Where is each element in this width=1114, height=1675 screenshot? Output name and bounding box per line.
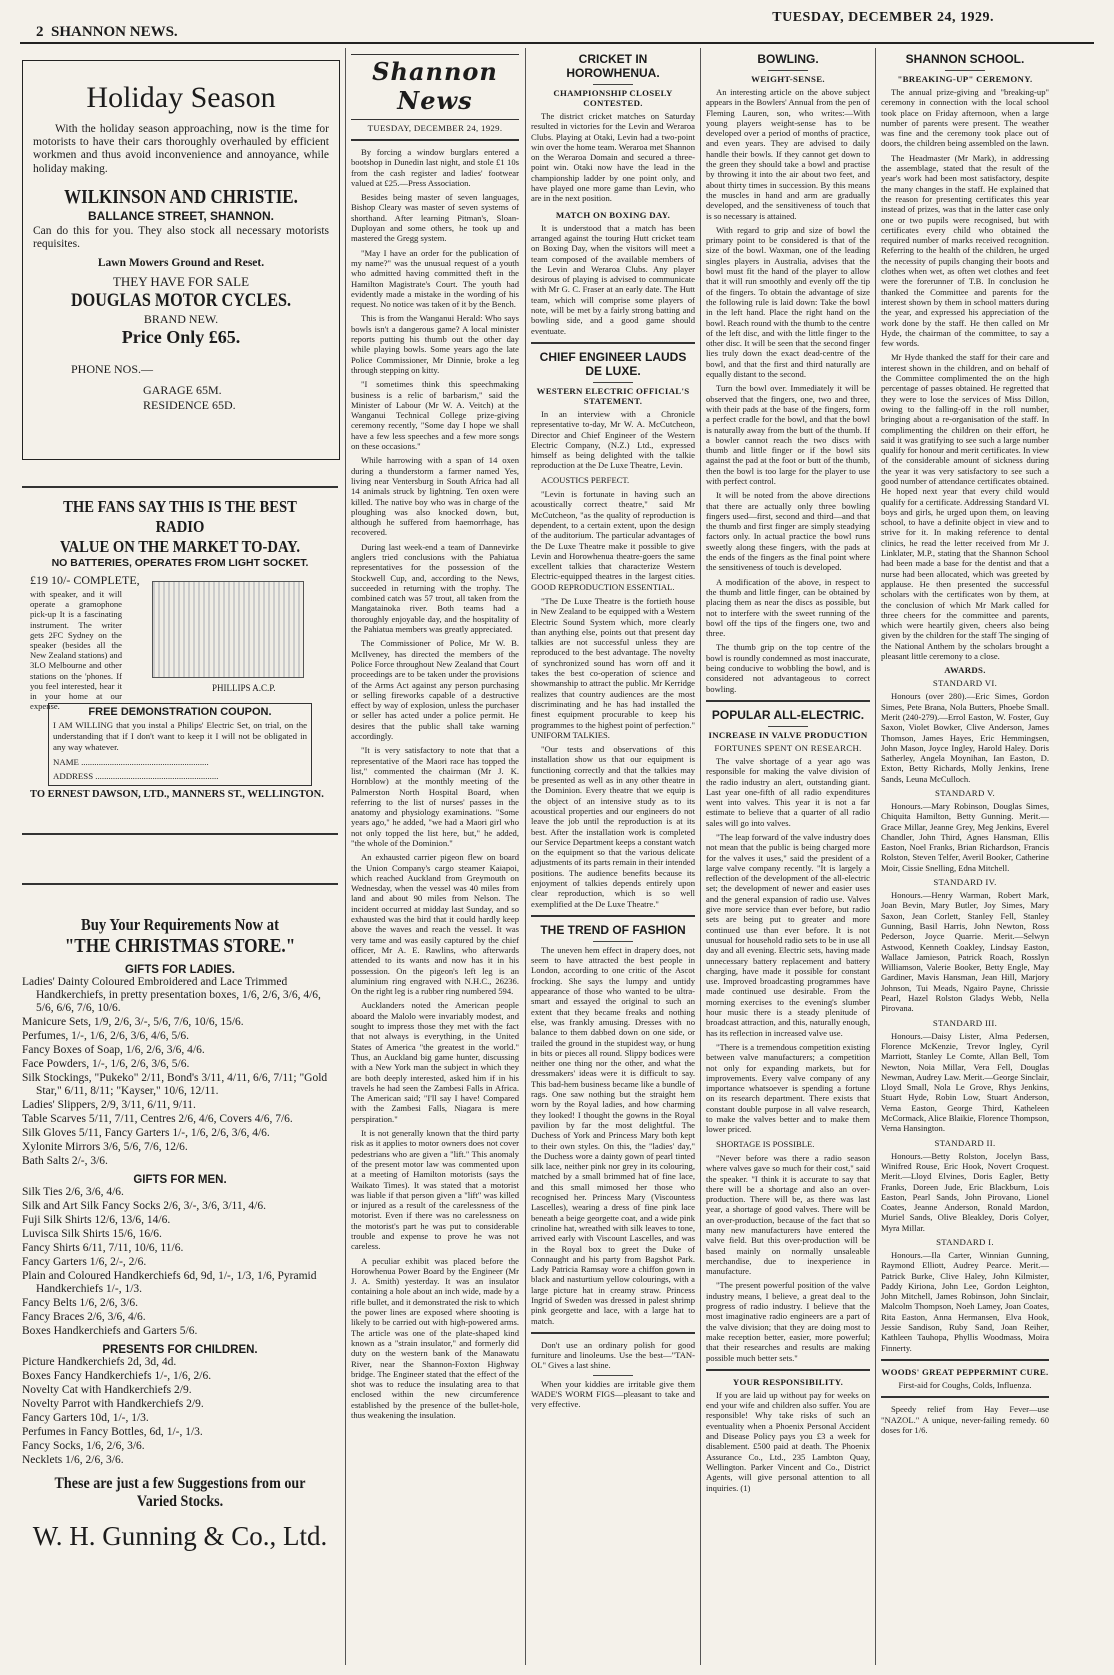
- coupon-title: FREE DEMONSTRATION COUPON.: [88, 706, 272, 718]
- ad2-price: £19 10/- COMPLETE,: [30, 573, 140, 587]
- issue-date: TUESDAY, DECEMBER 24, 1929.: [772, 10, 994, 25]
- list-item: Perfumes, 1/-, 1/6, 2/6, 3/6, 4/6, 5/6.: [22, 1030, 190, 1042]
- ad1-cycles: DOUGLAS MOTOR CYCLES.: [70, 289, 292, 311]
- paragraph: "There is a tremendous competition existing between valve manufacturers; a competition not only for expanding markets, but for improvements. Every valve company of any importance whatsoever is spending a fortune on its research department. There exists that constant double purpose in all valve research, to make the valves better and to make them lower priced.: [706, 1041, 870, 1135]
- paragraph: "I sometimes think this speechmaking business is a relic of barbarism," said the Minister of Labour (Mr W. A. Veitch) at the Wanganui Technical College prize-giving ceremony recently, "Some day I hope we shall have a few less speeches and a few more songs on these occasions.": [351, 379, 519, 452]
- woods-title: WOODS' GREAT PEPPERMINT CURE.: [881, 1366, 1049, 1377]
- column-5: [881, 48, 1049, 1667]
- paragraph: SHORTAGE IS POSSIBLE.: [716, 1138, 815, 1149]
- standard-title: STANDARD V.: [935, 788, 995, 798]
- paragraph: "The De Luxe Theatre is the fortieth house in New Zealand to be equipped with a Western Electric Sound System which, more clearly than anything else, points out that present day talkies are not successful unless they are reproduced to the best advantage. The novelty of synchronized sound has worn off and it takes the best co-operation of science and showmanship to attract the public. Mr Kerridge realizes that country audiences are the most discriminating and he has had installed the finest equipment procurable to keep his programmes to the highest point of perfection." UNIFORM TALKIES.: [531, 595, 695, 740]
- column-rule: [700, 48, 701, 1665]
- ad3-firm: W. H. Gunning & Co., Ltd.: [32, 1521, 328, 1551]
- col2-date: TUESDAY, DECEMBER 24, 1929.: [367, 123, 503, 133]
- paragraph: This is from the Wanganui Herald: Who says bowls isn't a dangerous game? A local minister reports putting his thumb out the other day while playing bowls. Some years ago the late Police Commissioner, Mr Dinnie, broke a leg through stepping on kitty.: [351, 313, 519, 375]
- paragraph: While harrowing with a span of 14 oxen during a thunderstorm a farmer named Yes, living near Ventersburg in South Africa had all 14 animals struck by lightning. Ten oxen were killed. The native boy who was in charge of the ploughing was also knocked down, but, although he suffered from haemorrhage, has recovered.: [351, 455, 519, 538]
- ad2-to: TO ERNEST DAWSON, LTD., MANNERS ST., WELLINGTON.: [30, 789, 324, 800]
- coupon-address-field[interactable]: ADDRESS ........................................................: [53, 771, 219, 781]
- boxing-day-title: MATCH ON BOXING DAY.: [555, 209, 671, 220]
- electric-subtitle: INCREASE IN VALVE PRODUCTION: [708, 729, 868, 740]
- column-rule: [525, 48, 526, 1665]
- list-item: Xylonite Mirrors 3/6, 5/6, 7/6, 12/6.: [22, 1141, 188, 1153]
- divider: [22, 486, 338, 488]
- rule: [531, 342, 695, 344]
- men-list: [22, 1186, 338, 1338]
- rule: [593, 941, 633, 942]
- standard-list: Honours (over 280).—Eric Simes, Gordon Simes, Pete Brana, Nola Butters, Phoebe Small. Merit (240-279).—Errol Easton, W. Foster, Guy Saxon, Violet Bowker, Clive Anderson, James Thomson, James Hayes, Eric Hemmingsen, John Mason, Joyce Ingley, Harold Haley. Doris Satherley, Angela Moynihan, Ian Easton, D. Exton, Betty Richards, Molly Jenkins, Irene Sands, Leuna McCulloch.: [881, 691, 1049, 784]
- paragraph: The Commissioner of Police, Mr W. B. McIlveney, has directed the members of the Police Force throughout New Zealand that Court proceedings are to be taken under the provisions of the Arms Act against any person purchasing or selling fireworks capable of a destructive effect by way of explosion, unless the purchaser or seller has acted under a police permit. He desires that the public shall take warning accordingly.: [351, 638, 519, 742]
- engineer-subtitle: WESTERN ELECTRIC OFFICIAL'S STATEMENT.: [536, 385, 690, 406]
- divider: [22, 883, 338, 885]
- paragraph: A modification of the above, in respect to the thumb and little finger, can be obtained by placing them as near the discs as possible, but not to interfere with the sweet running of the bowl off the tips of the fingers one, two and three.: [706, 576, 870, 639]
- rule: [706, 700, 870, 702]
- ad1-firm: WILKINSON AND CHRISTIE.: [64, 185, 298, 208]
- school-subtitle: "BREAKING-UP" CEREMONY.: [897, 74, 1033, 84]
- list-item: Picture Handkerchiefs 2d, 3d, 4d.: [22, 1356, 177, 1368]
- standard-list: Honours.—Mary Robinson, Douglas Simes, Chiquita Hamilton, Betty Gunning. Merit.—Grace Millar, Jeanne Grey, Meg Jenkins, Everel Chandler, John Third, Agnes Hansman, Ellis Easton, Noel Franks, Brian Richardson, Francis Rolston, Steven Telfer, Averil Booker, Catherine Moir, Cissie Snelling, Edna Mitchell.: [881, 801, 1049, 873]
- list-item: Novelty Cat with Handkerchiefs 2/9.: [22, 1384, 192, 1396]
- fashion-paragraphs: [531, 945, 695, 1326]
- paragraph: ACOUSTICS PERFECT.: [541, 474, 630, 485]
- christmas-store-ad: [22, 905, 338, 1640]
- cricket-title: CRICKET IN HOROWHENUA.: [566, 52, 660, 80]
- paragraph: In an interview with a Chronicle representative to-day, Mr W. A. McCutcheon, Director and Chief Engineer of the Western Electric Company, (N.Z.) Ltd., expressed himself as being delighted with the talkie reproduction at the De Luxe Theatre, Levin.: [531, 408, 695, 471]
- paragraph: "The leap forward of the valve industry does not mean that the public is being charged more for the valves it uses," said the president of a large valve company recently. "It is largely a reflection of the development of the all-electric set; the development of newer and easier uses and the general expansion of radio use. Valves give more service than ever before, but radio sets are being put to greater and more continued use than ever before. It is not unusual for household radio sets to be in use all day and all evening. Electric sets, having made unnecessary battery replacement and battery charging, have made it possible for constant use. Improved broadcasting programmes have made continued use desirable. From the morning exercises to the evening's slumber hour music there is a steady plenitude of broadcast attraction, and this, naturally enough, has its reflection in increased valve use.: [706, 832, 870, 1038]
- rule: [706, 1369, 870, 1371]
- column-rule: [875, 48, 876, 1665]
- list-item: Silk Stockings, "Pukeko" 2/11, Bond's 3/11, 4/11, 6/6, 7/11; "Gold Star," 6/11, 8/11; "Kayser," 10/6, 12/11.: [22, 1072, 328, 1097]
- rule: [881, 1359, 1049, 1361]
- standard-title: STANDARD III.: [932, 1017, 998, 1028]
- ad2-body: with speaker, and it will operate a gramophone pick-up It is a fascinating instrument. The writer gets 2FC Sydney on the speaker (besides all the New Zealand stations) and 3LO Melbourne and other stations on the 'phones. If you feel interested, hear it in your home at our expense.: [30, 589, 122, 712]
- cricket-subtitle: CHAMPIONSHIP CLOSELY CONTESTED.: [553, 88, 673, 108]
- electric-paragraphs: [706, 756, 870, 1363]
- bowling-title: BOWLING.: [757, 52, 819, 66]
- ad1-line: Can do this for you. They also stock all necessary motorists requisites.: [33, 224, 329, 250]
- list-item: Fuji Silk Shirts 12/6, 13/6, 14/6.: [22, 1214, 171, 1226]
- engineer-title: CHIEF ENGINEER LAUDS DE LUXE.: [539, 349, 687, 378]
- list-item: Fancy Boxes of Soap, 1/6, 2/6, 3/6, 4/6.: [22, 1044, 205, 1056]
- list-item: Face Powders, 1/-, 1/6, 2/6, 3/6, 5/6.: [22, 1058, 190, 1070]
- ad1-brand: BRAND NEW.: [143, 311, 219, 326]
- fashion-title: THE TREND OF FASHION: [540, 922, 686, 937]
- paragraph: It is not generally known that the third party risk as it applies to motor owners does not cover pedestrians who are given a "lift." This anomaly of the present motor law was commented upon at a meeting of Hamilton motorists (says the Waikato Times). It was stated that a motorist was liable if that person given a "lift" was killed or injured as a result of the carelessness of the motorist. Even if there was no carelessness on the motorist's part he was put to considerable trouble and expense to prove he was not careless.: [351, 1128, 519, 1252]
- bowling-paragraphs: [706, 87, 870, 694]
- ad1-price: Price Only £65.: [121, 326, 241, 347]
- paragraph: If you are laid up without pay for weeks on end your wife and children also suffer. You are responsible! Why take risks of such an eventuality when a Phoenix Personal Accident and Disease Policy pays you £3 a week for disablement. £500 paid at death. The Phoenix Assurance Co., Ltd., 235 Lambton Quay, Wellington. Parker Vincent and Co., District Agents, will give personal attention to all inquiries. (1): [706, 1389, 870, 1493]
- list-item: Necklets 1/6, 2/6, 3/6.: [22, 1454, 124, 1466]
- paragraph: The thumb grip on the top centre of the bowl is roundly condemned as most inaccurate, being conducive to wobbling the bowl, and is considered not advantageous to correct bowling.: [706, 642, 870, 694]
- paragraph: An interesting article on the above subject appears in the Bowlers' Annual from the pen of Fleming Lauren, son, who writes:—With young players weight-sense has to be developed over a period of months of practice, and even years. They are advised to daily handle their bowls. If they cannot get down to the green they should take a bowl and practise by throwing it into the air about two feet, and about thirty times in succession. By this means the muscles in hand and arm are gradually developed, and the sensitiveness of touch that is so necessary is attained.: [706, 87, 870, 221]
- school-title: SHANNON SCHOOL.: [905, 52, 1025, 66]
- men-title: GIFTS FOR MEN.: [133, 1174, 227, 1186]
- ad1-title: Holiday Season: [86, 81, 276, 114]
- boxing-day-paragraphs: [531, 223, 695, 336]
- list-item: Silk Gloves 5/11, Fancy Garters 1/-, 1/6, 2/6, 3/6, 4/6.: [22, 1127, 270, 1139]
- paragraph: "Never before was there a radio season where valves gave so much for their cost," said the speaker. "I think it is accurate to say that there will be a shortage and also an over-production. There will be, as there was last year, a shortage of good valves. There will be an over-production, because of the fact that so many new manufacturers have entered the valve field. But this over-production will be based mainly on normally unsaleable merchandise, due to inexperience in manufacture.: [706, 1152, 870, 1277]
- ad3-head1: Buy Your Requirements Now at: [81, 915, 279, 934]
- awards-title: AWARDS.: [944, 665, 986, 676]
- list-item: Table Scarves 5/11, 7/11, Centres 2/6, 4/6, Covers 4/6, 7/6.: [22, 1113, 293, 1125]
- radio-set-illustration: [152, 581, 304, 678]
- divider: [22, 833, 338, 835]
- rule: [945, 70, 985, 71]
- paragraph: Besides being master of seven languages, Bishop Cleary was master of seven systems of shorthand. After learning Pitman's, Sloan-Duployan and some others, he took up and mastered the Gregg system.: [351, 192, 519, 244]
- paper-name: SHANNON NEWS.: [51, 24, 178, 40]
- paragraph: "Our tests and observations of this installation show us that our equipment is functioning correctly and that the talkies may be presented as well as in any other theatre in the Dominion. Every theatre that we equip is the object of an intensive study as to its acoustical properties and our engineers do not leave the job until the reproduction is at its best. After the installation work is completed our Service Department keeps a constant watch on the equipment so that the various delicate adjustments of its parts remain in their intended positions. The audience benefits because its enjoyment of talkies depends entirely upon clear reproduction, which is so well exemplified at the De Luxe Theatre.": [531, 744, 695, 909]
- nazol-notice: Speedy relief from Hay Fever—use "NAZOL." A unique, never-failing remedy. 60 doses for 1/6.: [881, 1404, 1049, 1435]
- coupon-text: I AM WILLING that you instal a Philips' Electric Set, on trial, on the understanding that if I don't want to keep it I will not be obligated in any way whatever.: [53, 720, 307, 752]
- column-3: [531, 48, 695, 1667]
- rule: [351, 139, 519, 141]
- coupon-box: [48, 703, 312, 786]
- standard-title: STANDARD IV.: [933, 877, 997, 888]
- ad1-sale: THEY HAVE FOR SALE: [112, 273, 250, 289]
- rule: [531, 915, 695, 917]
- electric-subtitle-2: FORTUNES SPENT ON RESEARCH.: [714, 742, 862, 753]
- standard-list: Honours.—Ila Carter, Winnian Gunning, Raymond Elliott, Audrey Pearce. Merit.—Patrick Burke, Clive Haley, John Kilmister, Paddy Kiriona, John Lee, Gordon Leighton, John Mitchell, James Robinson, John Sinclair, Malcolm Thompson, Noeh Lamey, Joan Coates, Rita Easton, Anna Hermansen, Elva Hook, Jessie Sandison, Ruby Sand, Joan Reiher, Kathleen Tauhopa, Phyllis Woodmass, Moira Finnerty.: [881, 1249, 1049, 1353]
- ad1-phone-label: PHONE NOS.—: [71, 361, 154, 376]
- children-title: PRESENTS FOR CHILDREN.: [102, 1344, 258, 1356]
- column-2: [351, 48, 519, 1667]
- paragraph: Turn the bowl over. Immediately it will be observed that the fingers, one, two and three, with their pads at the base of the fingers, form a perfect cradle for the bowl, and that the bowl is naturally away from the butt of the thumb. If a bowler cannot reach the two discs with thumb and little finger or if the bowl sits against the pad at the foot or butt of the thumb, then the bowl is too large for the player to use with perfect control.: [706, 383, 870, 486]
- standard-title: STANDARD I.: [936, 1236, 994, 1247]
- paragraph: The uneven hem effect in drapery does, not seem to have attracted the best people in London, according to one critic of the Ascot frocking. She says the lumpy and untidy appearance of those who wanted to be ultra-smart and essayed the original to such an extent that they became freaks and nothing else, was frankly amusing. Dresses with no balance to them dabbed down on one side, or trailed the ground in the stupidest way, or hung in bits or pieces all round. Slippy bodices were neither one thing nor the other, and what the dressmakers' ideas were it is difficult to say. This bad-hem business became like a bundle of rags. One saw nothing but the straight hem worn by the Royal ladies, and how charming they looked! I thought the gowns in the Royal pavilion by far the most delightful. The Duchess of York and Princess Mary both kept to their own styles. On this, the "ladies' day," the Duchess wore a dainty gown of pearl tinted silk lace, neither pink nor grey in its colouring, matched by a small brimmed hat of fine lace, and this small mimosed her those who recognised her. Princess Mary (Viscountess Lascelles), wearing a dress of fine pink lace beneath a beige georgette coat, and a wide pink crinoline hat, wreathed with silk leaves to tone, arrived early with Viscount Lascelles, and was in the Royal box to greet the Duke of Connaught and his party from Bagshot Park. Lady Patricia Ramsay wore a chiffon gown in black and nasturtium yellow colourings, with a large picture hat in creamy straw. Princess Ingrid of Sweden was dressed in palest shrimp pink georgette and lace, with a large hat to match.: [531, 944, 695, 1326]
- rule: [768, 70, 808, 71]
- list-item: Ladies' Dainty Coloured Embroidered and Lace Trimmed Handkerchiefs, in pretty presentation boxes, 1/6, 2/6, 3/6, 4/6, 5/6, 6/6, 7/6, 10/6.: [22, 976, 321, 1014]
- column-rule: [345, 48, 346, 1665]
- ad1-garage: GARAGE 65M.: [143, 382, 222, 397]
- page-number-and-paper: [36, 24, 178, 41]
- electric-title: POPULAR ALL-ELECTRIC.: [711, 707, 865, 722]
- bowling-subtitle: WEIGHT-SENSE.: [751, 74, 825, 84]
- paragraph: "It is very satisfactory to note that that a representative of the Maori race has topped the list," commented the chairman (Mr J. K. Hornblow) at the monthly meeting of the Palmerston North Hospital Board, when referring to the list of nurses' passes in the anatomy and physiology examinations. "Some years ago," he added, "we had a Maori girl who not only topped the list here, but," he added, "the whole of the Dominion.": [351, 745, 519, 848]
- paragraph: It will be noted from the above directions that there are actually only three bowling fingers used—first, second and third—and that the thumb and first finger are simply steadying factors only. In actual practice the bowl runs sweetly along these fingers, with the pads at the ends of the fingers as the final point where the sensitiveness of touch is developed.: [706, 490, 870, 573]
- paragraph: "The present powerful position of the valve industry means, I believe, a great deal to the progress of radio industry. I believe that the most imaginative radio engineers are a part of the valve division; that they are doing most to make reception better, easier, more powerful; that their researches and results are making possible much better sets.": [706, 1280, 870, 1363]
- ad2-head2: VALUE ON THE MARKET TO-DAY.: [59, 537, 301, 556]
- responsibility-title: YOUR RESPONSIBILITY.: [732, 1376, 844, 1387]
- school-paragraphs: [881, 87, 1049, 661]
- paragraph: It is understood that a match has been arranged against the touring Hutt cricket team on Boxing Day, when the visitors will meet a team composed of the available members of the Levin and Weraroa Clubs. Any player desirous of playing is advised to communicate with Mr G. C. Fraser at an early date. The Hutt team, which will comprise some players of note, will be met by a fairly strong batting and bowling side, and a good game should eventuate.: [531, 222, 695, 336]
- list-item: Boxes Fancy Handkerchiefs 1/-, 1/6, 2/6.: [22, 1370, 212, 1382]
- holiday-season-ad: [22, 60, 340, 460]
- ad1-mowers: Lawn Mowers Ground and Reset.: [97, 256, 265, 269]
- ad2-head1: THE FANS SAY THIS IS THE BEST RADIO: [63, 497, 297, 536]
- woods-text: First-aid for Coughs, Colds, Influenza.: [898, 1379, 1032, 1390]
- paragraph: Aucklanders noted the American people aboard the Malolo were invariably modest, and sought to impress those they met with the fact that not always is everything, in the United States of America "the greatest in the world." Thus, an Auckland big game hunter, discussing with a New York man the subject in which they are both deeply interested, asked him if in his travels he had seen the Zambesi Falls in Africa. The American said; "I'll say I have! Compared with the Zambesi Falls, Niagara is mere perspiration.": [351, 1000, 519, 1124]
- list-item: Fancy Garters 1/6, 2/-, 2/6.: [22, 1256, 147, 1268]
- list-item: Fancy Garters 10d, 1/-, 1/3.: [22, 1412, 149, 1424]
- ad3-head2: "THE CHRISTMAS STORE.": [64, 935, 296, 957]
- standards-list: [881, 678, 1049, 1353]
- ad2-head3: NO BATTERIES, OPERATES FROM LIGHT SOCKET.: [51, 557, 309, 569]
- paragraph: During last week-end a team of Dannevirke anglers tried conclusions with the Pahiatua representatives for the possession of the Stockwell Cup, and, according to the News, succeeded in returning with the trophy. The combined catch was 57 trout, all taken from the Mangatainoka river. Both teams had a thoroughly enjoyable day, and the hospitality of the Pahiatua members was greatly appreciated.: [351, 541, 519, 635]
- ad3-foot1: These are just a few Suggestions from our: [54, 1475, 306, 1492]
- ladies-title: GIFTS FOR LADIES.: [125, 964, 235, 976]
- paragraph: "May I have an order for the publication of my name?" was the unusual request of a youth who admitted having committed theft in the Hamilton Magistrate's Court. The youth had evidently made a mistake in the wording of his request. No notice was taken of it by the Bench.: [351, 247, 519, 310]
- list-item: Bath Salts 2/-, 3/6.: [22, 1155, 108, 1167]
- column-4: [706, 48, 870, 1667]
- paragraph: The valve shortage of a year ago was responsible for making the valve division of the radio industry an alert, outstanding giant. Last year one-fifth of all radio expenditures went into valves. This year it is not a far estimate to believe that a quarter of all radio sales will go into valves.: [706, 755, 870, 828]
- list-item: Manicure Sets, 1/9, 2/6, 3/-, 5/6, 7/6, 10/6, 15/6.: [22, 1016, 244, 1028]
- header-rule: [20, 42, 1094, 44]
- list-item: Fancy Socks, 1/6, 2/6, 3/6.: [22, 1440, 145, 1452]
- col2-paragraphs: [351, 147, 519, 1420]
- engineer-paragraphs: [531, 409, 695, 909]
- list-item: Luvisca Silk Shirts 15/6, 16/6.: [22, 1228, 162, 1240]
- cricket-paragraphs: [531, 111, 695, 204]
- list-item: Silk Ties 2/6, 3/6, 4/6.: [22, 1186, 124, 1198]
- list-item: Fancy Belts 1/6, 2/6, 3/6.: [22, 1297, 138, 1309]
- ad1-body: With the holiday season approaching, now is the time for motorists to have their cars thoroughly overhauled by efficient workmen and thus avoid inconvenience and annoyance, while holiday making.: [33, 123, 329, 175]
- children-list: [22, 1356, 338, 1467]
- paragraph: A peculiar exhibit was placed before the Horowhenua Power Board by the Engineer (Mr J. A. Smith) yesterday. It was an insulator containing a hole about an inch wide, made by a rifle bullet, and it demonstrated the risk to which the power lines are exposed where shooting is likely to be carried out with high-powered arms. The article was one of the plate-shaped kind known as a "strain insulator," and formerly did duty on the western bank of the Manawatu River, near the Shannon-Foxton Highway bridge. The Engineer stated that the effect of the shot was to reduce the insulating area to that enclosed within the new circumference established by the presence of the bullet-hole, thus weakening the insulation.: [351, 1255, 519, 1421]
- list-item: Perfumes in Fancy Bottles, 6d, 1/-, 1/3.: [22, 1426, 203, 1438]
- ad2-brand: PHILLIPS A.C.P.: [212, 683, 276, 693]
- list-item: Plain and Coloured Handkerchiefs 6d, 9d, 1/-, 1/3, 1/6, Pyramid Handkerchiefs 1/-, 1/3.: [22, 1270, 317, 1295]
- radio-ad: [22, 497, 338, 822]
- list-item: Ladies' Slippers, 2/9, 3/11, 6/11, 9/11.: [22, 1099, 196, 1111]
- ad1-street: BALLANCE STREET, SHANNON.: [87, 208, 274, 223]
- list-item: Fancy Shirts 6/11, 7/11, 10/6, 11/6.: [22, 1242, 184, 1254]
- worm-figs-notice: When your kiddies are irritable give them WADE'S WORM FIGS—pleasant to take and very effective.: [531, 1378, 695, 1410]
- page-header: [0, 0, 1114, 42]
- responsibility-paragraphs: [706, 1390, 870, 1493]
- paragraph: The district cricket matches on Saturday resulted in victories for the Levin and Weraroa Clubs. Playing at Otaki, Levin had a two-point win over the home team. Weraroa met Shannon on the Weraroa Domain and secured a three-point win. Otaki now have the lead in the championship ladder by one point only, and have played one more game than Levin, who are in the next position.: [531, 111, 695, 204]
- masthead: Shannon News: [372, 57, 498, 115]
- rule: [593, 382, 633, 383]
- list-item: Silk and Art Silk Fancy Socks 2/6, 3/-, 3/6, 3/11, 4/6.: [22, 1200, 266, 1212]
- standard-list: Honours.—Betty Rolston, Jocelyn Bass, Winifred Rouse, Eric Hook, Novert Croquest. Merit.—Lloyd Elvines, Doris Eagler, Betty Franks, Doreen Jude, Eric Blackburn, Lois Easton, Pearl Sands, John Pirovano, Lionel Coates, Jeanne Anderson, Ronald Mardon, Muriel Sands, Olive Bleakley, Doris Colyer, Myra Millar.: [881, 1150, 1049, 1233]
- list-item: Fancy Braces 2/6, 3/6, 4/6.: [22, 1311, 146, 1323]
- paragraph: The annual prize-giving and "breaking-up" ceremony in connection with the local school took place on Friday afternoon, when a large number of parents were present. The weather was fine and the ceremony took place out of doors, the children being assembled on the lawn.: [881, 87, 1049, 149]
- paragraph: An exhausted carrier pigeon flew on board the Union Company's cargo steamer Kaiapoi, which reached Auckland from Greymouth on Wednesday, when the vessel was 40 miles from land and about 90 miles from Nelson. The incident occurred at midday last Sunday, and so exhausted was the bird that it could hardly keep above the waves and reach the vessel. It was very tame and was easily captured by the chief officer, Mr A. E. Rawlins, who afterwards attended to its wants and now has it in his possession. On the pigeon's left leg is an aluminium ring engraved with N.H.C., 26236. On the right leg is a rubber ring numbered 594.: [351, 852, 519, 997]
- tanol-notice: Don't use an ordinary polish for good furniture and linoleums. Use the best—"TAN-OL" Gives a last shine.: [531, 1339, 695, 1371]
- rule: [881, 1396, 1049, 1398]
- ladies-list: [22, 976, 338, 1168]
- paragraph: The Headmaster (Mr Mark), in addressing the assemblage, stated that the result of the year's work had been most satisfactory, despite the many changes in the staff. He explained that the reason for presenting certificates this year instead of prizes, was that in the latter case only one or two pupils were recognised, but with certificates every child who obtained the required number of marks received recognition. Referring to the health of the children, he urged the necessity of pupils changing their boots and clothes when wet, as often wet clothes and feet were the forerunner of T.B. In conclusion he thanked the Committee and parents for the interest shown by them in school matters during the year, and expressed his appreciation of the work done by the staff. He then called on Mr Hyde, the chairman of the committee, to say a few words.: [881, 152, 1049, 349]
- coupon-name-field[interactable]: NAME ..........................................................: [53, 757, 209, 767]
- ad1-residence: RESIDENCE 65D.: [143, 397, 236, 412]
- standard-title: STANDARD II.: [934, 1137, 996, 1148]
- paragraph: By forcing a window burglars entered a bootshop in Dunedin last night, and stole £1 10s from the cash register and ladies' footwear valued at £25.—Press Association.: [351, 147, 519, 188]
- page-number: 2: [36, 24, 44, 40]
- masthead-box: [351, 54, 519, 120]
- ad3-foot2: Varied Stocks.: [136, 1493, 224, 1510]
- rule: [593, 84, 633, 85]
- rule: [531, 1332, 695, 1334]
- paragraph: "Levin is fortunate in having such an acoustically correct theatre," said Mr McCutcheon, "as the quality of reproduction is dependent, to a certain extent, upon the design of the auditorium. The particular advantages of the De Luxe Theatre make it possible to give Levin and Horowhenua theatre-goers the same excellent talkies that characterize Western Electric-equipped theatres in the largest cities. GOOD REPRODUCTION ESSENTIAL.: [531, 489, 695, 592]
- paragraph: Mr Hyde thanked the staff for their care and interest shown in the children, and on behalf of the Committee complimented the on the high percentage of passes obtained. He regretted that they were to lose the services of Miss Dillon, owing to the falling-off in the roll number, bringing about a re-organisation of the staff. In complimenting the children on their effort, he said it was gratifying to see such a large number qualify for honour and merit certificates. In view of the considerable amount of sickness during the year it was very satisfactory to see such a good number of attendance certificates obtained. He hoped next year that every child would qualify for a certificate. Addressing Standard VI. boys and girls, he urged upon them, on leaving school, to have a definite object in view and to strive for it. In making reference to dental clinics, he read the letter received from Mr J. Linklater, M.P., stating that the Shannon School had been made a base for the dentist and that a nurse had been allocated, which was greeted by applause. He then presented the successful scholars with the certificates won by them, at the conclusion of which Mr Mark called for three cheers for the committee and parents, which were heartily given, cheers also being given by the children for the staff The singing of the National Anthem by the scholars brought a pleasant little ceremony to a close.: [881, 352, 1049, 662]
- paragraph: With regard to grip and size of bowl the primary point to be considered is that of the size of the bowl. Waxman, one of the leading singles players in Australia, advises that the bowl must fit the hand of the player to allow that it will run smoothly and evenly off the tip of the fingers. To obtain the advantage of size the following rule is laid down: Take the bowl in the left hand. Place the right hand on the bowl. Reach round with the thumb to the centre of the left disc, and with the little finger to the other disc. It will be seen that the second finger lies truly down the exact dead-centre of the bowl, and that the first and third naturally are equally distant to the second.: [706, 224, 870, 380]
- standard-title: STANDARD VI.: [932, 678, 998, 689]
- rule: [768, 726, 808, 727]
- standard-list: Honours.—Daisy Lister, Alma Pedersen, Florence McKenzie, Trevor Ingley, Cyril Marriott, Stanley Le Comte, Allan Bell, Tom Newton, Noia Millar, Vera Fell, Douglas Newman, Audrey Law. Merit.—George Sinclair, Lloyd Small, Nola Le Grove, Rhys Jenkins, Stuart Hyde, Robin Low, Stuart Anderson, Verna Easton, George Third, Katheleen McCormack, Alice Blaikie, Florence Thompson, Verna Hansington.: [881, 1030, 1049, 1134]
- rule: [593, 1375, 633, 1376]
- list-item: Novelty Parrot with Handkerchiefs 2/9.: [22, 1398, 204, 1410]
- list-item: Boxes Handkerchiefs and Garters 5/6.: [22, 1325, 198, 1337]
- standard-list: Honours.—Henry Warman, Robert Mark, Joan Bevin, Mary Butler, Joy Simes, Mary Saxon, Jean Corlett, Stanley Fell, Stanley Gunning, Basil Harris, John Newton, Ross Pederson, Joyce Quarrie. Merit.—Selwyn Astwood, Kenneth Coakley, Lindsay Easton, Wallace Jamieson, Patrick Roach, Rosslyn Williamson, Valerie Booker, Betty Engle, May Gardiner, Mavis Hansman, Jean Hill, Marjory Johnson, Tui Meads, Ngairo Payne, Chrissie Pearl, Hazel Rolston Gladys Webb, Nella Pirovana.: [881, 890, 1049, 1014]
